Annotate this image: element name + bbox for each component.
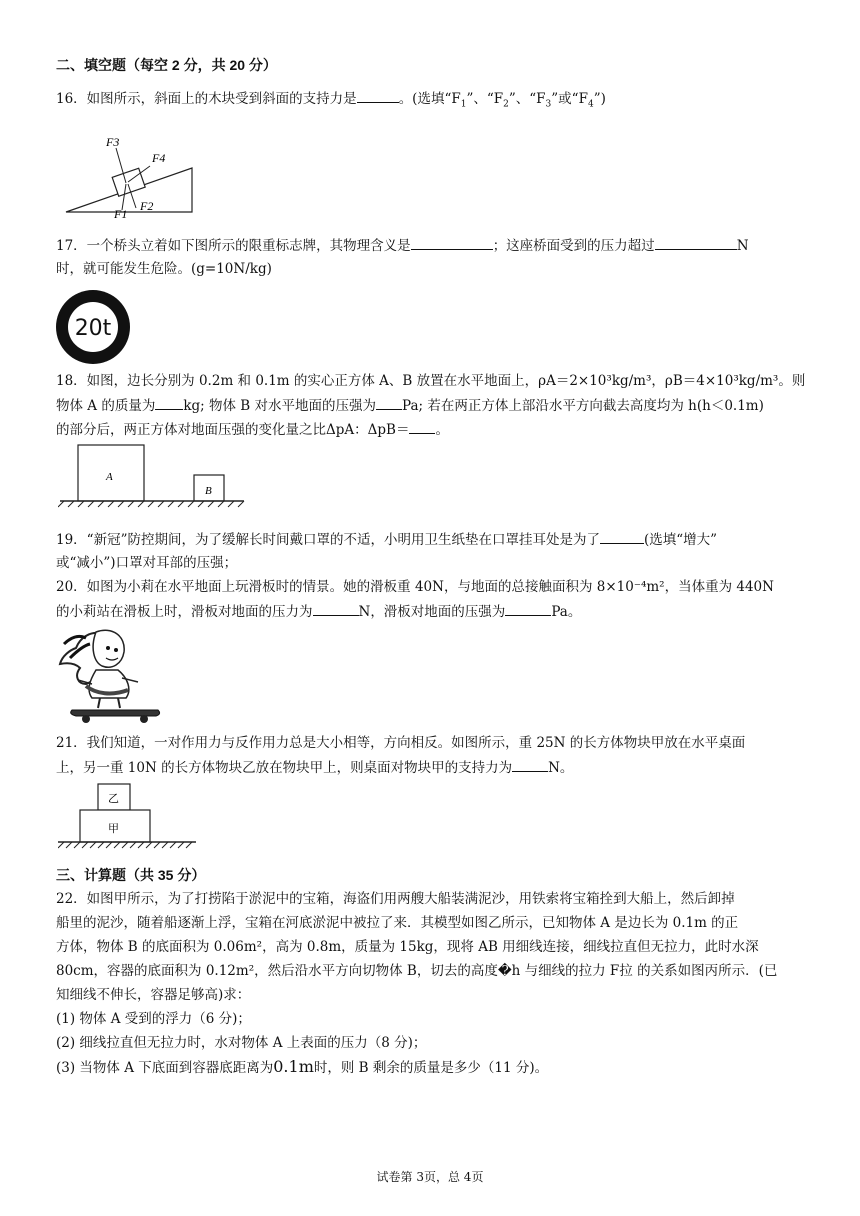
- wooden-block: [112, 168, 145, 196]
- q19-blank[interactable]: [600, 530, 644, 544]
- block-jia-label: 甲: [108, 822, 119, 835]
- question-22-line4: 80cm，容器的底面积为 0.12m²，然后沿水平方向切物体 B，切去的高度�h 与细线的拉力 F拉 的关系如图丙所示．(已: [56, 963, 778, 979]
- section-title-fill-in: 二、填空题（每空 2 分，共 20 分）: [56, 57, 277, 73]
- q18-blank-2[interactable]: [376, 396, 402, 410]
- question-18-line3: 的部分后，两正方体对地面压强的变化量之比ΔpA：ΔpB＝ 。: [56, 422, 449, 438]
- label-f3: F3: [106, 135, 120, 149]
- page-footer: 试卷第 3页，总 4页: [376, 1170, 484, 1184]
- question-22-line5: 知细线不伸长，容器足够高)求：: [56, 987, 251, 1003]
- question-22-line1: 22．如图甲所示，为了打捞陷于淤泥中的宝箱，海盗们用两艘大船装满泥沙，用铁索将宝箱拴到大船上，然后卸掉: [56, 891, 735, 907]
- question-19-line1: 19．“新冠”防控期间，为了缓解长时间戴口罩的不适，小明用卫生纸垫在口罩挂耳处是为了 (选填“增大”: [56, 532, 718, 548]
- question-17-line2: 时，就可能发生危险。(g=10N/kg): [56, 261, 272, 277]
- stacked-blocks-figure: [58, 780, 198, 850]
- table-hatching: [58, 842, 192, 848]
- label-f4: F4: [152, 151, 166, 165]
- cubes-figure: [58, 440, 248, 508]
- weight-limit-sign: [54, 288, 134, 368]
- block-yi-label: 乙: [108, 792, 119, 805]
- question-19-line2: 或“减小”)口罩对耳部的压强；: [56, 555, 238, 571]
- question-18-line1: 18．如图，边长分别为 0.2m 和 0.1m 的实心正方体 A、B 放置在水平地面上，ρA＝2×10³kg/m³，ρB＝4×10³kg/m³。则: [56, 373, 806, 389]
- question-21-line1: 21．我们知道，一对作用力与反作用力总是大小相等，方向相反。如图所示，重 25N 的长方体物块甲放在水平桌面: [56, 735, 746, 751]
- question-22-line3: 方体，物体 B 的底面积为 0.06m²，高为 0.8m，质量为 15kg，现将 AB 用细线连接，细线拉直但无拉力，此时水深: [56, 939, 759, 955]
- label-f1: F1: [114, 207, 128, 220]
- section-title-calculation: 三、计算题（共 35 分）: [56, 867, 206, 883]
- q21-blank[interactable]: [512, 758, 548, 772]
- label-f2: F2: [140, 199, 154, 213]
- question-22-sub1: (1) 物体 A 受到的浮力（6 分)；: [56, 1011, 251, 1027]
- cube-b-label: B: [205, 485, 212, 497]
- q18-blank-3[interactable]: [409, 420, 435, 434]
- q16-answer-blank[interactable]: [357, 89, 399, 103]
- cube-a-label: A: [106, 471, 113, 483]
- q17-blank-2[interactable]: [655, 236, 737, 250]
- question-21-line2: 上，另一重 10N 的长方体物块乙放在物块甲上，则桌面对物块甲的支持力为 N。: [56, 760, 574, 776]
- q20-blank-2[interactable]: [505, 602, 551, 616]
- question-20-line2: 的小莉站在滑板上时，滑板对地面的压力为 N，滑板对地面的压强为 Pa。: [56, 604, 582, 620]
- q18-blank-1[interactable]: [155, 396, 183, 410]
- incline-figure: [60, 128, 200, 220]
- skateboard: [71, 710, 160, 716]
- question-17-line1: 17．一个桥头立着如下图所示的限重标志牌，其物理含义是 ；这座桥面受到的压力超过 N: [56, 238, 749, 254]
- question-20-line1: 20．如图为小莉在水平地面上玩滑板时的情景。她的滑板重 40N，与地面的总接触面积为 8×10⁻⁴m²，当体重为 440N: [56, 579, 774, 595]
- q20-blank-1[interactable]: [313, 602, 359, 616]
- ground-hatching: [58, 501, 244, 507]
- question-22-line2: 船里的泥沙，随着船逐渐上浮，宝箱在河底淤泥中被拉了来．其模型如图乙所示，已知物体 A 是边长为 0.1m 的正: [56, 915, 739, 931]
- girl-on-skateboard-illustration: [56, 624, 166, 724]
- question-22-sub3: (3) 当物体 A 下底面到容器底距离为0.1m时，则 B 剩余的质量是多少（11 分)。: [56, 1057, 549, 1076]
- sign-text: 20t: [74, 316, 112, 341]
- question-18-line2: 物体 A 的质量为 kg; 物体 B 对水平地面的压强为 Pa; 若在两正方体上部沿水平方向截去高度均为 h(h＜0.1m): [56, 398, 764, 414]
- question-16: 16．如图所示，斜面上的木块受到斜面的支持力是 。(选填“$F_1$”、“$F_2$”、“$F_3$”或“$F_4$”): [56, 91, 606, 110]
- q16-text: 16．如图所示，斜面上的木块受到斜面的支持力是: [56, 91, 357, 107]
- question-22-sub2: (2) 细线拉直但无拉力时，水对物体 A 上表面的压力（8 分)；: [56, 1035, 427, 1051]
- q17-blank-1[interactable]: [411, 236, 493, 250]
